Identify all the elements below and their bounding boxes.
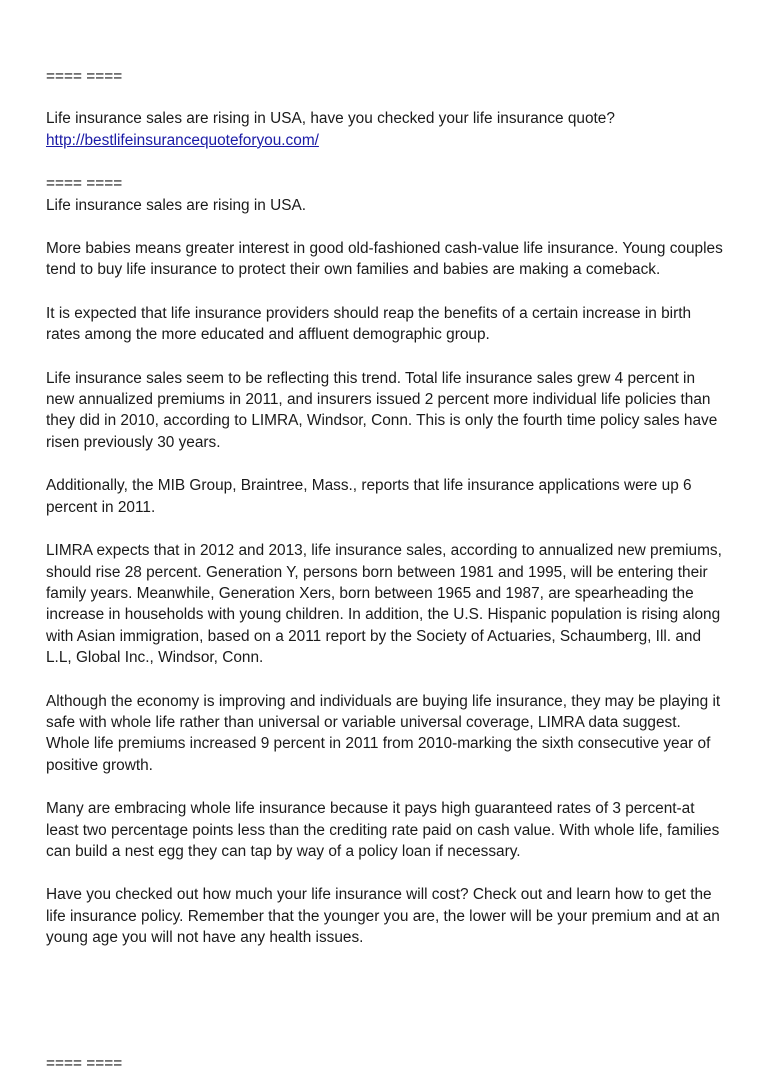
separator-top: ==== ==== <box>46 68 123 85</box>
paragraph-limra-forecast: LIMRA expects that in 2012 and 2013, life insurance sales, according to annualized new premiums, should rise 28 percent. Generation Y, persons born between 1981 and 1995, will be entering their family years. Meanwhile, Generation Xers, born between 1965 and 1987, are spearheading the increase in households with young children. In addition, the U.S. Hispanic population is rising along with Asian immigration, based on a 2011 report by the Society of Actuaries, Schaumberg, Ill. and L.L, Global Inc., Windsor, Conn. <box>46 542 722 667</box>
paragraph-whole-life: Although the economy is improving and individuals are buying life insurance, they may be playing it safe with whole life rather than universal or variable universal coverage, LIMRA data suggest. Whole life premiums increased 9 percent in 2011 from 2010-marking the sixth consecutive year of positive growth. <box>46 692 721 774</box>
spacer <box>46 518 726 540</box>
spacer <box>46 346 726 368</box>
paragraph-call-to-action: Have you checked out how much your life insurance will cost? Check out and learn how to get the life insurance policy. Remember that the younger you are, the lower will be your premium and at an young age you will not have any health issues. <box>46 886 720 947</box>
paragraph-birth-rates: It is expected that life insurance providers should reap the benefits of a certain increase in birth rates among the more educated and affluent demographic group. <box>46 304 692 344</box>
paragraph-babies: More babies means greater interest in good old-fashioned cash-value life insurance. Young couples tend to buy life insurance to protect their own families and babies are making a comeback. <box>46 240 723 279</box>
spacer <box>46 862 726 884</box>
spacer <box>46 281 726 303</box>
paragraph-guaranteed-rates: Many are embracing whole life insurance because it pays high guaranteed rates of 3 percent-at least two percentage points less than the crediting rate paid on cash value. With whole life, families can build a nest egg they can tap by way of a policy loan if necessary. <box>46 800 720 860</box>
spacer <box>46 151 726 173</box>
spacer <box>46 453 726 475</box>
paragraph-mib-group: Additionally, the MIB Group, Braintree, Mass., reports that life insurance applications were up 6 percent in 2011. <box>46 477 692 516</box>
document-page <box>46 66 726 1074</box>
promo-link[interactable]: http://bestlifeinsurancequoteforyou.com/ <box>46 131 319 149</box>
spacer <box>46 949 726 1053</box>
promo-line: Life insurance sales are rising in USA, have you checked your life insurance quote? <box>46 110 615 128</box>
spacer <box>46 776 726 798</box>
spacer <box>46 669 726 691</box>
paragraph-sales-trend: Life insurance sales seem to be reflecting this trend. Total life insurance sales grew 4 percent in new annualized premiums in 2011, and insurers issued 2 percent more individual life policies than they did in 2010, according to LIMRA, Windsor, Conn. This is only the fourth time policy sales have risen previously 30 years. <box>46 369 718 451</box>
article-title: Life insurance sales are rising in USA. <box>46 196 307 214</box>
separator-article: ==== ==== <box>46 175 123 193</box>
spacer <box>46 216 726 238</box>
separator-bottom: ==== ==== <box>46 1054 123 1072</box>
spacer <box>46 87 726 108</box>
